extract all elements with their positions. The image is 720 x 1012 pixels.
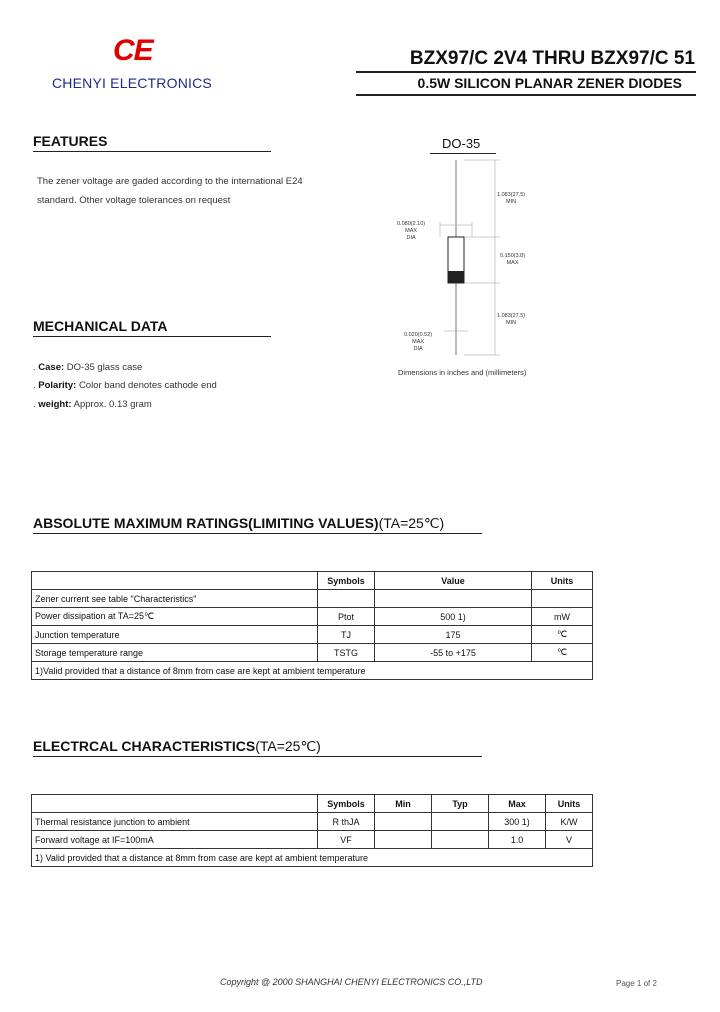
table-cell: TSTG bbox=[318, 644, 375, 662]
table-cell: ℃ bbox=[532, 644, 593, 662]
table-cell: mW bbox=[532, 608, 593, 626]
elec-table bbox=[31, 794, 593, 867]
package-name-rule bbox=[430, 153, 496, 154]
table-note: 1) Valid provided that a distance at 8mm from case are kept at ambient temperature bbox=[32, 849, 593, 867]
dim-body-dia-qual: MAX bbox=[405, 228, 418, 234]
table-cell: Ptot bbox=[318, 608, 375, 626]
table-note-row bbox=[32, 662, 593, 680]
table-cell: Junction temperature bbox=[32, 626, 318, 644]
page-title: BZX97/C 2V4 THRU BZX97/C 51 bbox=[409, 48, 695, 69]
dim-lead-bottom-qual: MIN bbox=[506, 320, 517, 326]
mechanical-item-label: Case: bbox=[38, 362, 65, 373]
column-header: Min bbox=[375, 795, 432, 813]
mechanical-item-weight: . weight: Approx. 0.13 gram bbox=[33, 399, 152, 410]
dim-lead-top bbox=[497, 192, 525, 206]
table-cell: ℃ bbox=[532, 626, 593, 644]
mechanical-item-text: DO-35 glass case bbox=[66, 362, 143, 373]
abs-max-heading-text: ABSOLUTE MAXIMUM RATINGS(LIMITING VALUES) bbox=[33, 515, 379, 531]
table-cell: Thermal resistance junction to ambient bbox=[32, 813, 318, 831]
table-row bbox=[32, 813, 593, 831]
elec-heading bbox=[33, 738, 321, 755]
dim-lead-top-value: 1.083(27.5) bbox=[497, 192, 526, 198]
dim-body-dia-type: DIA bbox=[406, 235, 416, 241]
table-row bbox=[32, 590, 593, 608]
dim-body-dia-value: 0.080(2.10) bbox=[397, 221, 426, 227]
company-name: CHENYI ELECTRONICS bbox=[52, 75, 212, 91]
table-cell: R thJA bbox=[318, 813, 375, 831]
dim-lead-dia-qual: MAX bbox=[412, 339, 425, 345]
table-cell: TJ bbox=[318, 626, 375, 644]
features-heading: FEATURES bbox=[33, 133, 108, 149]
package-caption: Dimensions in inches and (millimeters) bbox=[398, 368, 527, 377]
package-name: DO-35 bbox=[442, 136, 481, 151]
dim-body-len-qual: MAX bbox=[506, 260, 519, 266]
dim-lead-dia-type: DIA bbox=[413, 346, 423, 352]
column-header: Units bbox=[532, 572, 593, 590]
table-cell: VF bbox=[318, 831, 375, 849]
abs-max-condition: (TA=25℃) bbox=[378, 515, 445, 531]
mechanical-item-polarity: . Polarity: Color band denotes cathode end bbox=[33, 380, 217, 391]
table-cell: V bbox=[546, 831, 593, 849]
mechanical-rule bbox=[33, 336, 271, 337]
abs-max-rule bbox=[33, 533, 482, 534]
column-header bbox=[32, 795, 318, 813]
features-text-line2: standard. Other voltage tolerances on request bbox=[37, 195, 231, 206]
table-cell: 175 bbox=[375, 626, 532, 644]
company-logo: CE bbox=[113, 34, 153, 67]
table-cell: 500 1) bbox=[375, 608, 532, 626]
table-note: 1)Valid provided that a distance of 8mm from case are kept at ambient temperature bbox=[32, 662, 593, 680]
table-header-row bbox=[32, 572, 593, 590]
subtitle-rule bbox=[356, 94, 696, 96]
table-cell bbox=[375, 590, 532, 608]
table-row bbox=[32, 831, 593, 849]
table-cell: 300 1) bbox=[489, 813, 546, 831]
table-cell bbox=[375, 831, 432, 849]
dim-body-len bbox=[500, 253, 525, 267]
column-header: Value bbox=[375, 572, 532, 590]
table-header-row bbox=[32, 795, 593, 813]
table-cell: Storage temperature range bbox=[32, 644, 318, 662]
dim-lead-bottom bbox=[497, 313, 525, 327]
dim-body-len-value: 0.150(3.8) bbox=[500, 253, 526, 259]
copyright: Copyright @ 2000 SHANGHAI CHENYI ELECTRONICS CO.,LTD bbox=[220, 977, 483, 987]
abs-max-heading bbox=[33, 515, 444, 532]
table-cell bbox=[375, 813, 432, 831]
abs-max-table bbox=[31, 571, 593, 680]
dim-body-dia bbox=[397, 221, 425, 242]
column-header: Symbols bbox=[318, 795, 375, 813]
title-rule bbox=[356, 71, 696, 73]
table-cell bbox=[318, 590, 375, 608]
dim-lead-top-qual: MIN bbox=[506, 199, 517, 205]
table-cell: Power dissipation at TA=25℃ bbox=[32, 608, 318, 626]
dim-lead-bottom-value: 1.083(27.5) bbox=[497, 313, 526, 319]
table-cell: -55 to +175 bbox=[375, 644, 532, 662]
mechanical-item-label: weight: bbox=[38, 399, 72, 410]
elec-heading-text: ELECTRCAL CHARACTERISTICS bbox=[33, 738, 256, 754]
dim-lead-dia-value: 0.020(0.52) bbox=[404, 332, 433, 338]
table-cell: Zener current see table "Characteristics" bbox=[32, 590, 318, 608]
column-header: Max bbox=[489, 795, 546, 813]
table-cell bbox=[432, 831, 489, 849]
column-header: Symbols bbox=[318, 572, 375, 590]
mechanical-item-text: Color band denotes cathode end bbox=[78, 380, 217, 391]
table-row bbox=[32, 626, 593, 644]
table-cell: 1.0 bbox=[489, 831, 546, 849]
dim-lead-dia bbox=[404, 332, 432, 353]
column-header: Units bbox=[546, 795, 593, 813]
table-cell: K/W bbox=[546, 813, 593, 831]
mechanical-item-label: Polarity: bbox=[38, 380, 77, 391]
table-note-row bbox=[32, 849, 593, 867]
elec-condition: (TA=25℃) bbox=[255, 738, 321, 754]
features-rule bbox=[33, 151, 271, 152]
table-row bbox=[32, 608, 593, 626]
column-header: Typ bbox=[432, 795, 489, 813]
page-number: Page 1 of 2 bbox=[616, 979, 657, 988]
mechanical-item-text: Approx. 0.13 gram bbox=[73, 399, 152, 410]
page-subtitle: 0.5W SILICON PLANAR ZENER DIODES bbox=[417, 75, 682, 91]
table-row bbox=[32, 644, 593, 662]
features-text-line1: The zener voltage are gaded according to the international E24 bbox=[37, 176, 303, 187]
table-cell: Forward voltage at IF=100mA bbox=[32, 831, 318, 849]
mechanical-item-case: . Case: DO-35 glass case bbox=[33, 362, 143, 373]
column-header bbox=[32, 572, 318, 590]
elec-rule bbox=[33, 756, 482, 757]
table-cell bbox=[432, 813, 489, 831]
table-cell bbox=[532, 590, 593, 608]
mechanical-heading: MECHANICAL DATA bbox=[33, 318, 168, 334]
